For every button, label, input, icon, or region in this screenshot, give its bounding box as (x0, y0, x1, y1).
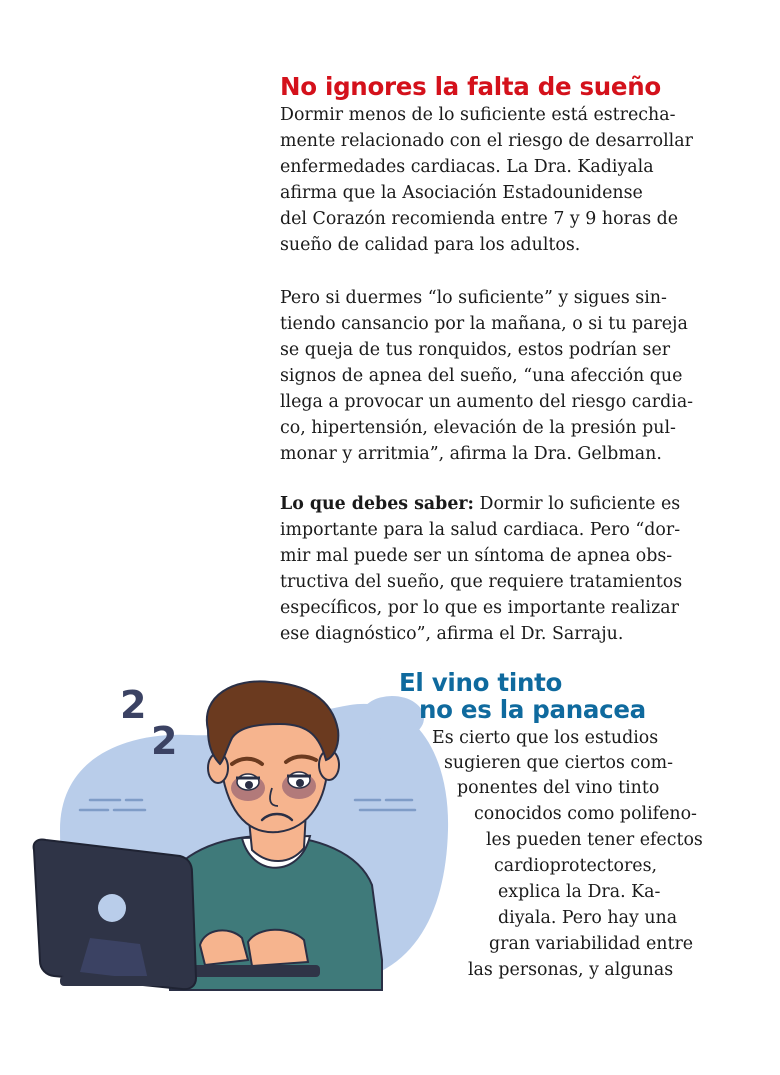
sleep-z-icon: 2 (120, 683, 147, 727)
background-bubble (360, 696, 424, 740)
text-line: conocidos como polifeno- (474, 804, 697, 824)
text-line (280, 491, 750, 517)
text-line: Es cierto que los estudios (432, 728, 659, 748)
text-line: ese diagnóstico”, afirma el Dr. Sarraju. (280, 624, 624, 644)
text-line: específicos, por lo que es importante realizar (280, 598, 679, 618)
text-line: se queja de tus ronquidos, estos podrían ser (280, 340, 671, 360)
text-line: gran variabilidad entre (489, 934, 694, 954)
section-title-sleep: No ignores la falta de sueño (280, 72, 661, 101)
text-line: del Corazón recomienda entre 7 y 9 horas de (280, 209, 679, 229)
text-line: mente relacionado con el riesgo de desarrollar (280, 131, 693, 151)
text-line: explica la Dra. Ka- (498, 882, 661, 902)
text-line: Pero si duermes “lo suficiente” y sigues sin- (280, 288, 667, 308)
lead-rest: Dormir lo suficiente es (473, 494, 681, 514)
text-line: importante para la salud cardiaca. Pero “dor- (280, 520, 681, 540)
text-line: afirma que la Asociación Estadounidense (280, 183, 643, 203)
text-line: cardioprotectores, (494, 856, 658, 876)
paragraph-sleep-2 (280, 285, 750, 467)
paragraph-sleep-3 (280, 491, 750, 647)
tired-man-illustration (20, 660, 460, 1000)
monitor-base (60, 976, 170, 986)
text-line: sugieren que ciertos com- (444, 753, 673, 773)
sleep-z-icon: 2 (151, 719, 178, 763)
text-line: signos de apnea del sueño, “una afección que (280, 366, 683, 386)
text-line: Dormir menos de lo suficiente está estrecha- (280, 105, 676, 125)
section-title-wine-1: El vino tinto (399, 668, 563, 697)
text-line: tructiva del sueño, que requiere tratamientos (280, 572, 683, 592)
text-line: tiendo cansancio por la mañana, o si tu pareja (280, 314, 688, 334)
paragraph-sleep-1 (280, 102, 750, 258)
monitor-logo-icon (98, 894, 126, 922)
section-title-wine-2: no es la panacea (419, 695, 646, 724)
lead-in: Lo que debes saber: (280, 494, 474, 514)
text-line: co, hipertensión, elevación de la presión pul- (280, 418, 676, 438)
text-line: diyala. Pero hay una (498, 908, 678, 928)
hand-left (200, 930, 248, 965)
text-line: enfermedades cardiacas. La Dra. Kadiyala (280, 157, 654, 177)
text-line: sueño de calidad para los adultos. (280, 235, 581, 255)
text-line: mir mal puede ser un síntoma de apnea obs- (280, 546, 673, 566)
hand-right (248, 930, 308, 966)
keyboard (180, 965, 320, 977)
text-line: les pueden tener efectos (486, 830, 703, 850)
text-line: monar y arritmia”, afirma la Dra. Gelbman. (280, 444, 662, 464)
text-line: las personas, y algunas (468, 960, 674, 980)
text-line: llega a provocar un aumento del riesgo cardia- (280, 392, 694, 412)
text-line: ponentes del vino tinto (457, 778, 660, 798)
